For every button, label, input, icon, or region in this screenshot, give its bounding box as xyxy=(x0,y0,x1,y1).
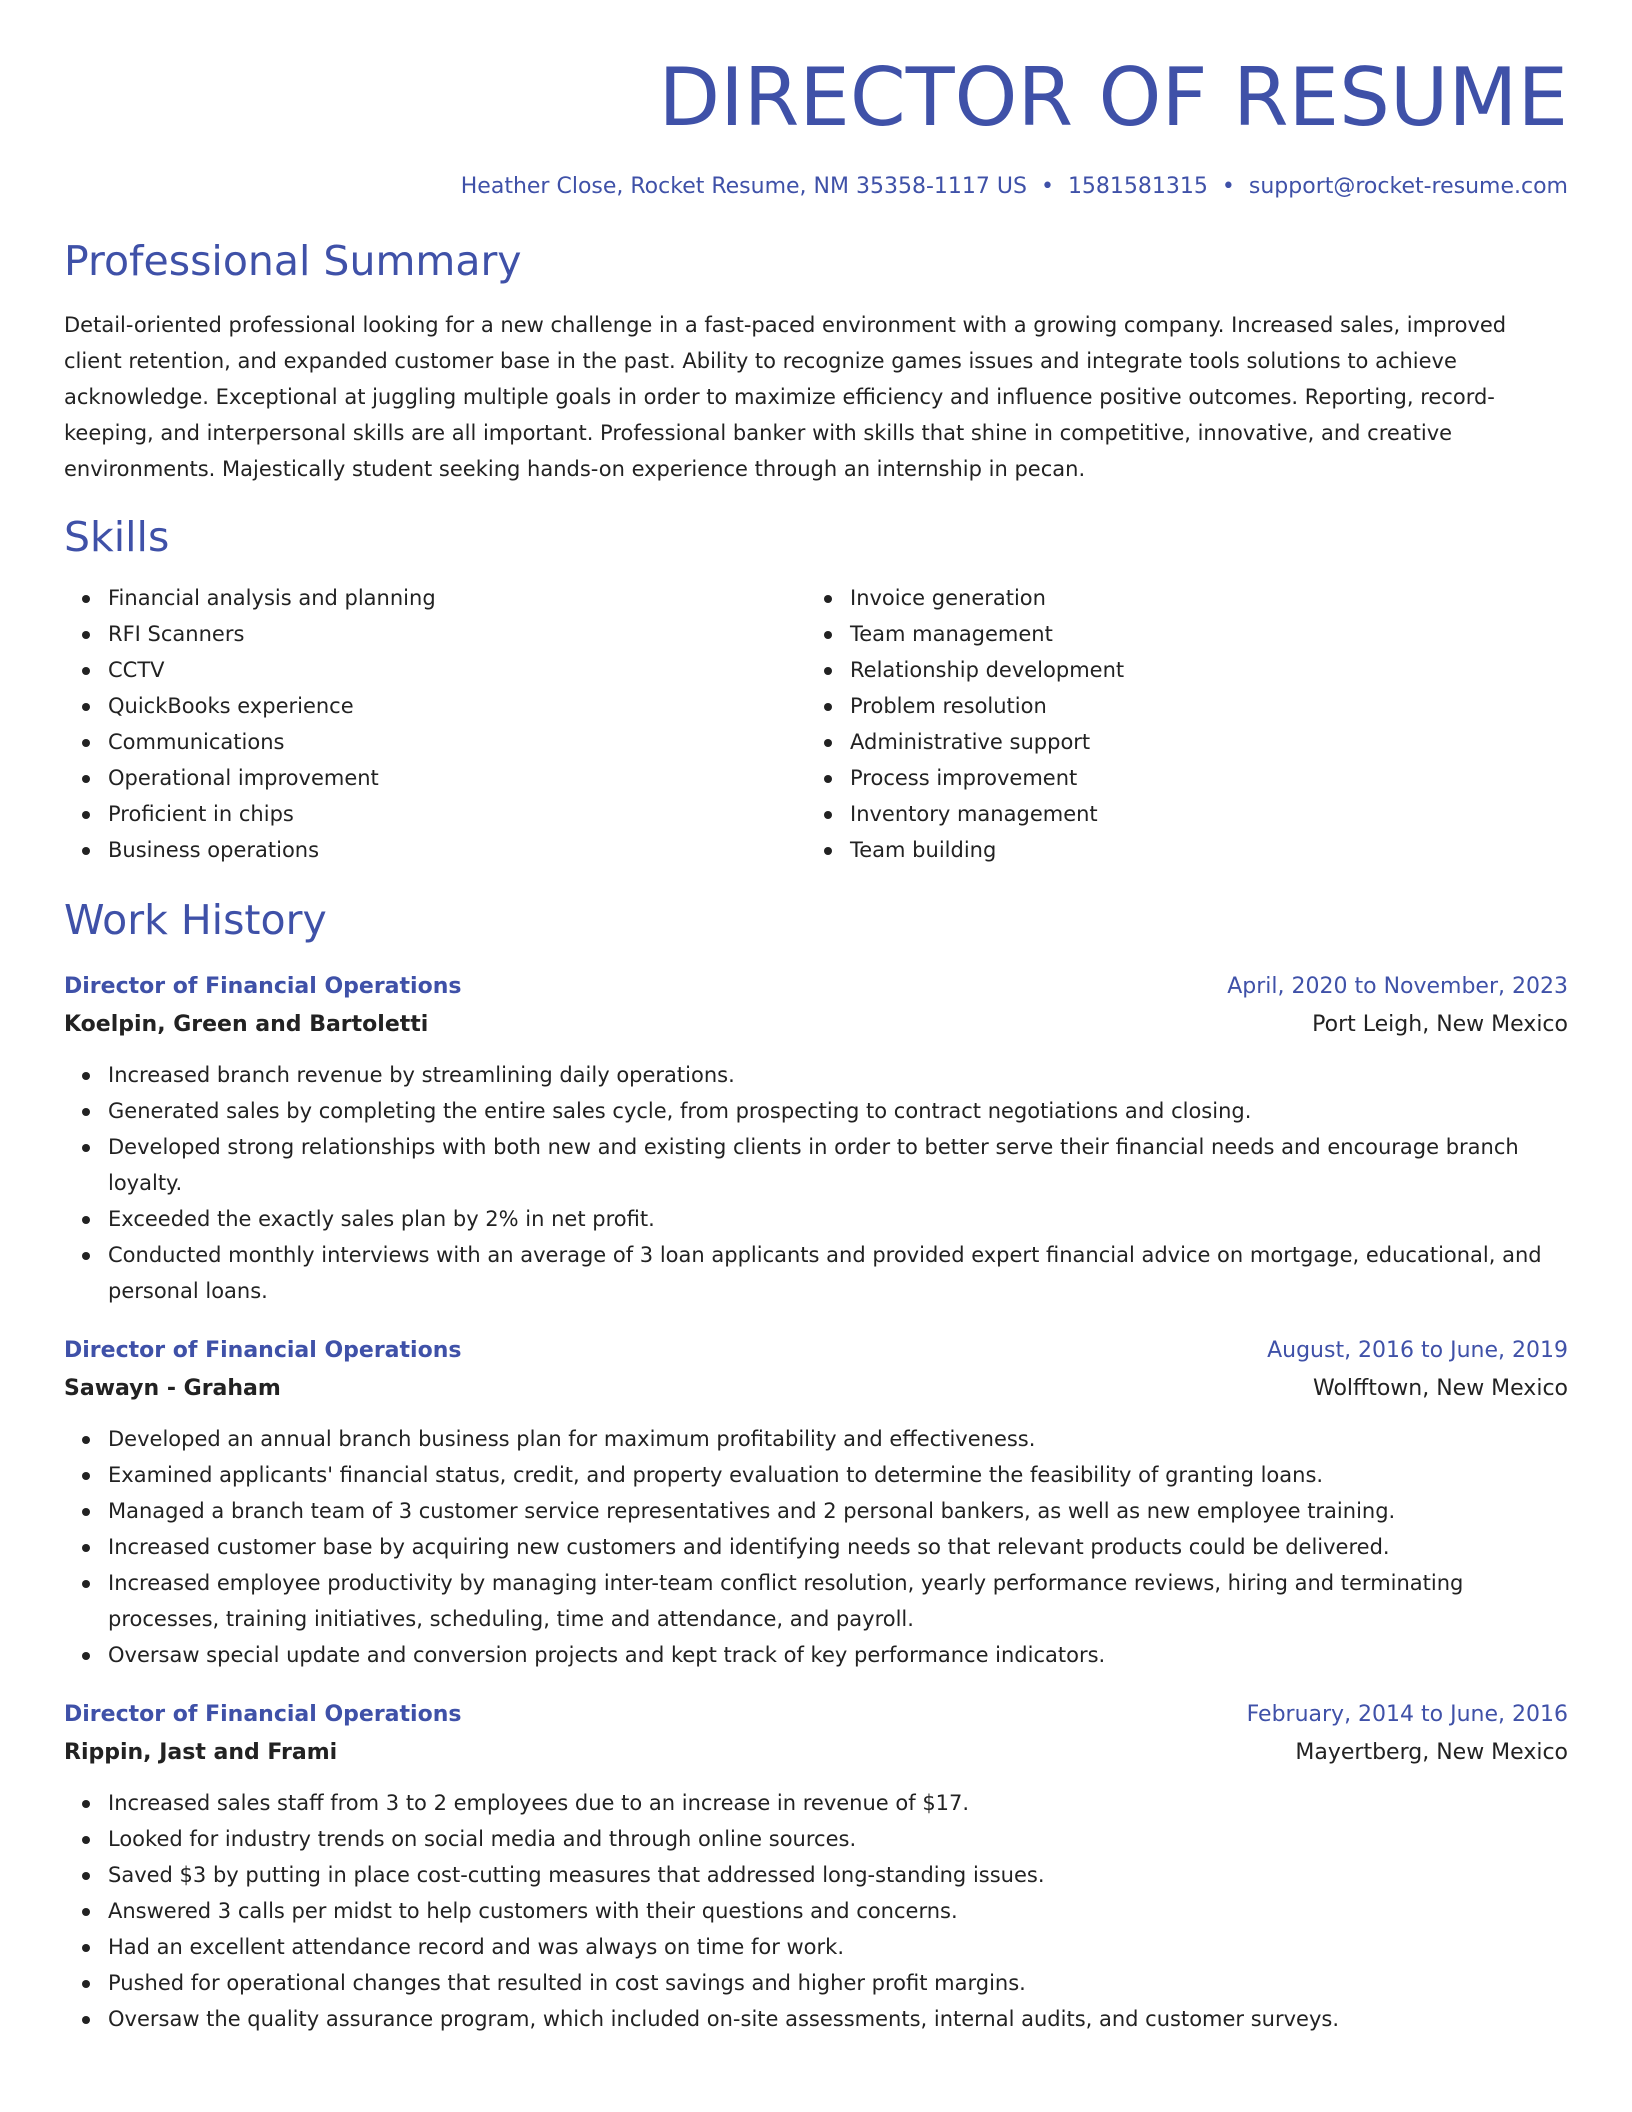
skill-item: Operational improvement xyxy=(108,760,806,796)
skills-column-left xyxy=(64,580,806,868)
summary-text: Detail-oriented professional looking for a new challenge in a fast-paced environment with a growing company. Increased sales, improved client retention, and expanded customer base in the past. Ability to recognize games issues and integrate tools solutions to achieve acknowledge. Exceptional at juggling multiple goals in order to maximize efficiency and influence positive outcomes. Reporting, record-keeping, and interpersonal skills are all important. Professional banker with skills that shine in competitive, innovative, and creative environments. Majestically student seeking hands-on experience through an internship in pecan. xyxy=(64,312,1507,481)
skill-item: Proficient in chips xyxy=(108,796,806,832)
job-dates: August, 2016 to June, 2019 xyxy=(1267,1337,1568,1363)
job-header-row xyxy=(64,1333,1568,1369)
job-bullet: Developed strong relationships with both new and existing clients in order to better serve their financial needs and encourage branch loyalty. xyxy=(108,1129,1568,1201)
job-title: Director of Financial Operations xyxy=(64,1337,462,1363)
job-bullet: Oversaw the quality assurance program, which included on-site assessments, internal audits, and customer surveys. xyxy=(108,2001,1568,2037)
job-dates: February, 2014 to June, 2016 xyxy=(1246,1701,1568,1727)
contact-separator: • xyxy=(1221,174,1235,199)
job-location: Mayertberg, New Mexico xyxy=(1295,1739,1568,1765)
skill-item: Financial analysis and planning xyxy=(108,580,806,616)
summary-heading: Professional Summary xyxy=(64,237,522,286)
skill-item: Relationship development xyxy=(850,652,1548,688)
skills-column-right xyxy=(806,580,1548,868)
skill-item: Problem resolution xyxy=(850,688,1548,724)
contact-address: Heather Close, Rocket Resume, NM 35358-1117 US xyxy=(460,174,1027,199)
skill-item: Team management xyxy=(850,616,1548,652)
job-bullet: Managed a branch team of 3 customer service representatives and 2 personal bankers, as well as new employee training. xyxy=(108,1493,1568,1529)
job-bullet: Increased customer base by acquiring new customers and identifying needs so that relevant products could be delivered. xyxy=(108,1529,1568,1565)
job-header-row xyxy=(64,1697,1568,1733)
job-bullet: Had an excellent attendance record and was always on time for work. xyxy=(108,1929,1568,1965)
job-location: Port Leigh, New Mexico xyxy=(1312,1011,1568,1037)
job-bullet: Looked for industry trends on social media and through online sources. xyxy=(108,1821,1568,1857)
job-bullet: Pushed for operational changes that resulted in cost savings and higher profit margins. xyxy=(108,1965,1568,2001)
skill-item: RFI Scanners xyxy=(108,616,806,652)
contact-phone: 1581581315 xyxy=(1067,174,1208,199)
skill-item: Process improvement xyxy=(850,760,1548,796)
skill-item: Inventory management xyxy=(850,796,1548,832)
job-company: Rippin, Jast and Frami xyxy=(64,1739,338,1765)
job-dates: April, 2020 to November, 2023 xyxy=(1227,973,1568,999)
job-bullet: Exceeded the exactly sales plan by 2% in net profit. xyxy=(108,1201,1568,1237)
contact-separator: • xyxy=(1040,174,1054,199)
skill-item: Administrative support xyxy=(850,724,1548,760)
job-bullet: Saved $3 by putting in place cost-cutting measures that addressed long-standing issues. xyxy=(108,1857,1568,1893)
skill-item: QuickBooks experience xyxy=(108,688,806,724)
contact-email: support@rocket-resume.com xyxy=(1248,174,1568,199)
job-company: Sawayn - Graham xyxy=(64,1375,281,1401)
job-entry xyxy=(64,969,1568,1309)
job-bullet: Oversaw special update and conversion projects and kept track of key performance indicators. xyxy=(108,1637,1568,1673)
job-bullet: Examined applicants' financial status, credit, and property evaluation to determine the feasibility of granting loans. xyxy=(108,1457,1568,1493)
job-bullet: Answered 3 calls per midst to help customers with their questions and concerns. xyxy=(108,1893,1568,1929)
job-bullet: Developed an annual branch business plan for maximum profitability and effectiveness. xyxy=(108,1421,1568,1457)
job-title: Director of Financial Operations xyxy=(64,1701,462,1727)
job-company-row xyxy=(64,1369,1568,1409)
skill-item: CCTV xyxy=(108,652,806,688)
job-bullets xyxy=(64,1057,1568,1309)
skill-item: Team building xyxy=(850,832,1548,868)
job-bullet: Increased branch revenue by streamlining daily operations. xyxy=(108,1057,1568,1093)
resume-name: DIRECTOR OF RESUME xyxy=(658,51,1568,144)
job-title: Director of Financial Operations xyxy=(64,973,462,999)
job-location: Wolfftown, New Mexico xyxy=(1313,1375,1568,1401)
resume-page xyxy=(64,0,1568,2037)
job-entry xyxy=(64,1697,1568,2037)
skill-item: Communications xyxy=(108,724,806,760)
job-bullets xyxy=(64,1421,1568,1673)
job-bullet: Conducted monthly interviews with an average of 3 loan applicants and provided expert financial advice on mortgage, educational, and personal loans. xyxy=(108,1237,1568,1309)
skills-grid xyxy=(64,580,1568,868)
skill-item: Business operations xyxy=(108,832,806,868)
job-bullet: Increased employee productivity by managing inter-team conflict resolution, yearly performance reviews, hiring and terminating processes, training initiatives, scheduling, time and attendance, and payroll. xyxy=(108,1565,1568,1637)
job-header-row xyxy=(64,969,1568,1005)
job-company-row xyxy=(64,1733,1568,1773)
skill-item: Invoice generation xyxy=(850,580,1548,616)
job-bullets xyxy=(64,1785,1568,2037)
job-entry xyxy=(64,1333,1568,1673)
job-bullet: Increased sales staff from 3 to 2 employees due to an increase in revenue of $17. xyxy=(108,1785,1568,1821)
contact-line xyxy=(64,174,1568,200)
job-company: Koelpin, Green and Bartoletti xyxy=(64,1011,429,1037)
skills-heading: Skills xyxy=(64,512,170,561)
work-history-heading: Work History xyxy=(64,895,327,944)
job-company-row xyxy=(64,1005,1568,1045)
job-bullet: Generated sales by completing the entire sales cycle, from prospecting to contract negotiations and closing. xyxy=(108,1093,1568,1129)
